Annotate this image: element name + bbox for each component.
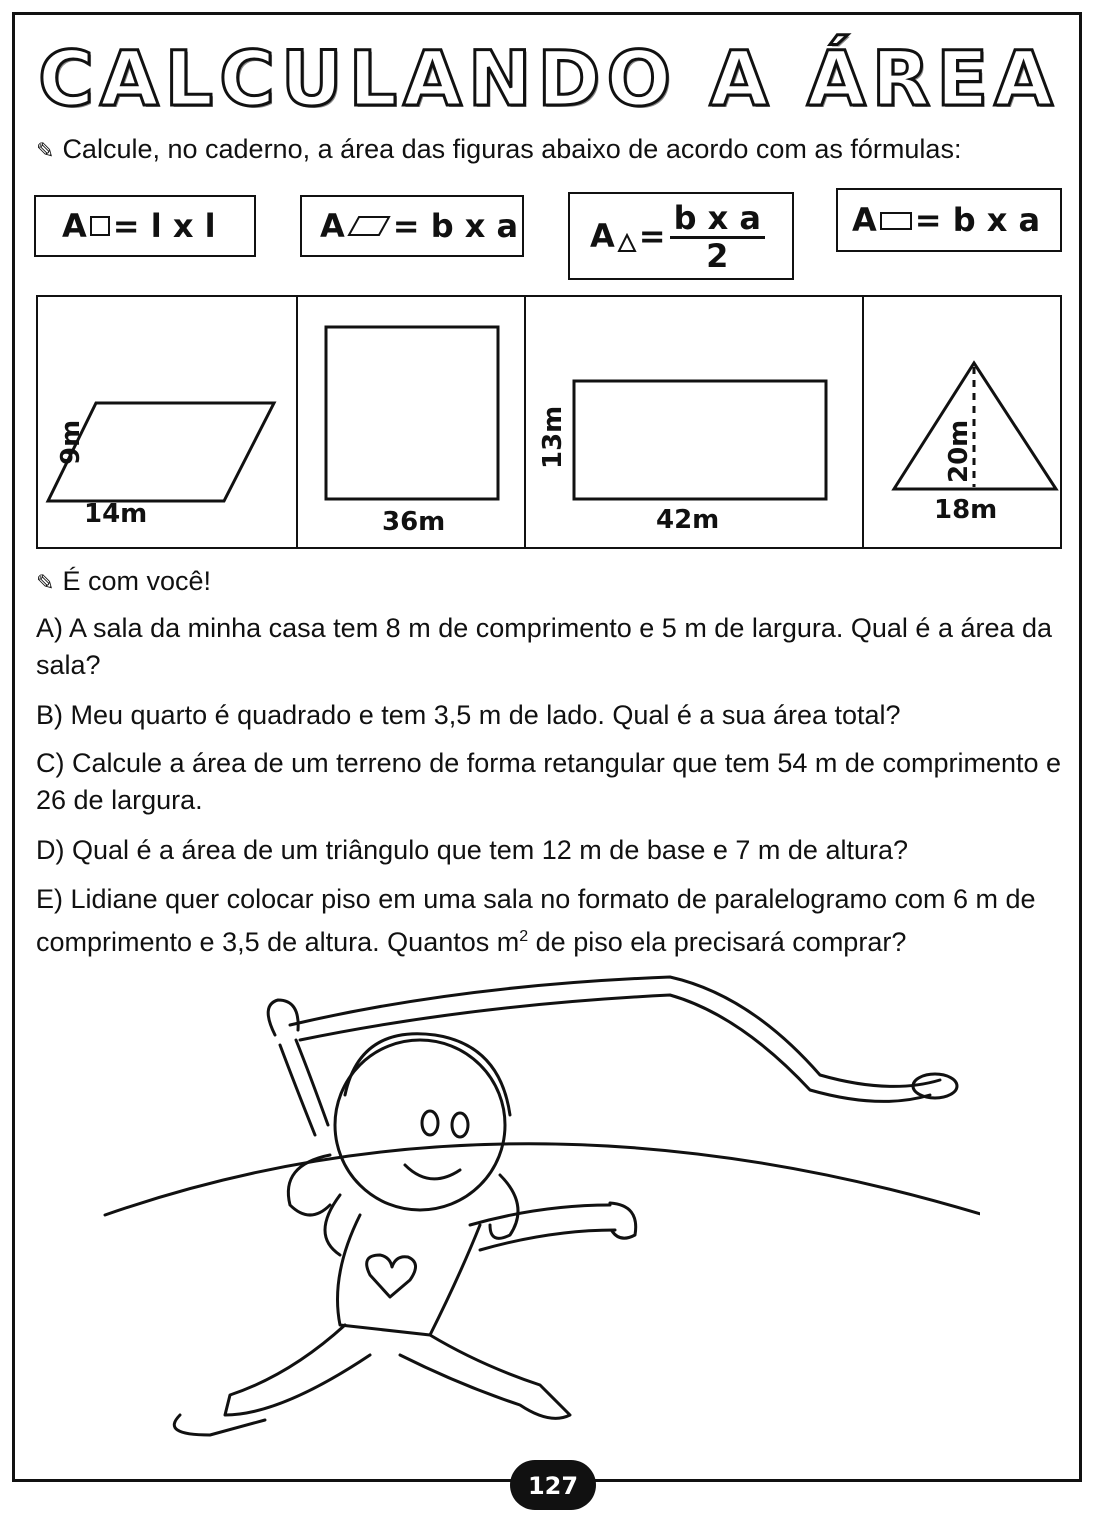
- page-number: 127: [510, 1460, 596, 1510]
- rectangle-symbol-icon: [879, 209, 913, 231]
- triangle-base-label: 18m: [934, 495, 998, 525]
- triangle-symbol-icon: [617, 233, 637, 253]
- figures-panel: [36, 295, 1062, 549]
- page-title: CALCULANDO A ÁREA: [38, 34, 1059, 123]
- formula-rectangle-rhs: = b x a: [914, 201, 1041, 239]
- formula-triangle-eq: =: [638, 217, 666, 255]
- question-e-tail: de piso ela precisará comprar?: [528, 927, 907, 957]
- instruction-text: Calcule, no caderno, a área das figuras abaixo de acordo com as fórmulas:: [62, 134, 962, 164]
- rectangle-height-label: 13m: [538, 405, 568, 469]
- formula-parallelogram-lhs: A: [320, 207, 345, 245]
- girl-measuring-tape-illustration: [100, 975, 980, 1445]
- square-symbol-icon: [89, 215, 111, 237]
- pencil-icon: ✎: [36, 138, 55, 163]
- formula-parallelogram: [300, 195, 524, 257]
- question-a: A) A sala da minha casa tem 8 m de comprimento e 5 m de largura. Qual é a área da sala?: [36, 613, 1053, 680]
- parallelogram-symbol-icon: [347, 214, 391, 238]
- question-d: D) Qual é a área de um triângulo que tem 12 m de base e 7 m de altura?: [36, 835, 909, 865]
- formula-square-rhs: = l x l: [112, 207, 216, 245]
- figure-rectangle-cell: [526, 297, 864, 547]
- triangle-height-label: 20m: [944, 419, 974, 483]
- question-b: B) Meu quarto é quadrado e tem 3,5 m de lado. Qual é a sua área total?: [36, 700, 901, 730]
- question-e-superscript: 2: [519, 928, 529, 945]
- instruction: [36, 134, 961, 165]
- figure-parallelogram-cell: [38, 297, 298, 547]
- square-base-label: 36m: [382, 507, 446, 537]
- formula-rectangle: [836, 188, 1062, 252]
- rectangle-base-label: 42m: [656, 505, 720, 535]
- pencil-icon: ✎: [36, 570, 55, 595]
- formula-square-lhs: A: [62, 207, 87, 245]
- section-label-text: É com você!: [62, 566, 211, 596]
- formula-square: [34, 195, 256, 257]
- formula-triangle-fraction: [670, 200, 765, 273]
- parallelogram-base-label: 14m: [84, 499, 148, 529]
- fraction-denominator: 2: [706, 236, 729, 275]
- formula-rectangle-lhs: A: [852, 201, 877, 239]
- formula-parallelogram-rhs: = b x a: [392, 207, 519, 245]
- figure-square-cell: [298, 297, 526, 547]
- figure-triangle-cell: [864, 297, 1060, 547]
- question-e-text: E) Lidiane quer colocar piso em uma sala no formato de paralelogramo com 6 m de comprimento e 3,5 de altura. Quantos m: [36, 884, 1036, 957]
- parallelogram-side-label: 9m: [56, 419, 86, 465]
- section-label: [36, 566, 211, 597]
- formula-triangle-lhs: A: [590, 217, 615, 255]
- fraction-numerator: b x a: [670, 200, 765, 239]
- question-c: C) Calcule a área de um terreno de forma retangular que tem 54 m de comprimento e 26 de largura.: [36, 748, 1062, 815]
- formula-triangle: [568, 192, 794, 280]
- question-e: [36, 881, 1066, 961]
